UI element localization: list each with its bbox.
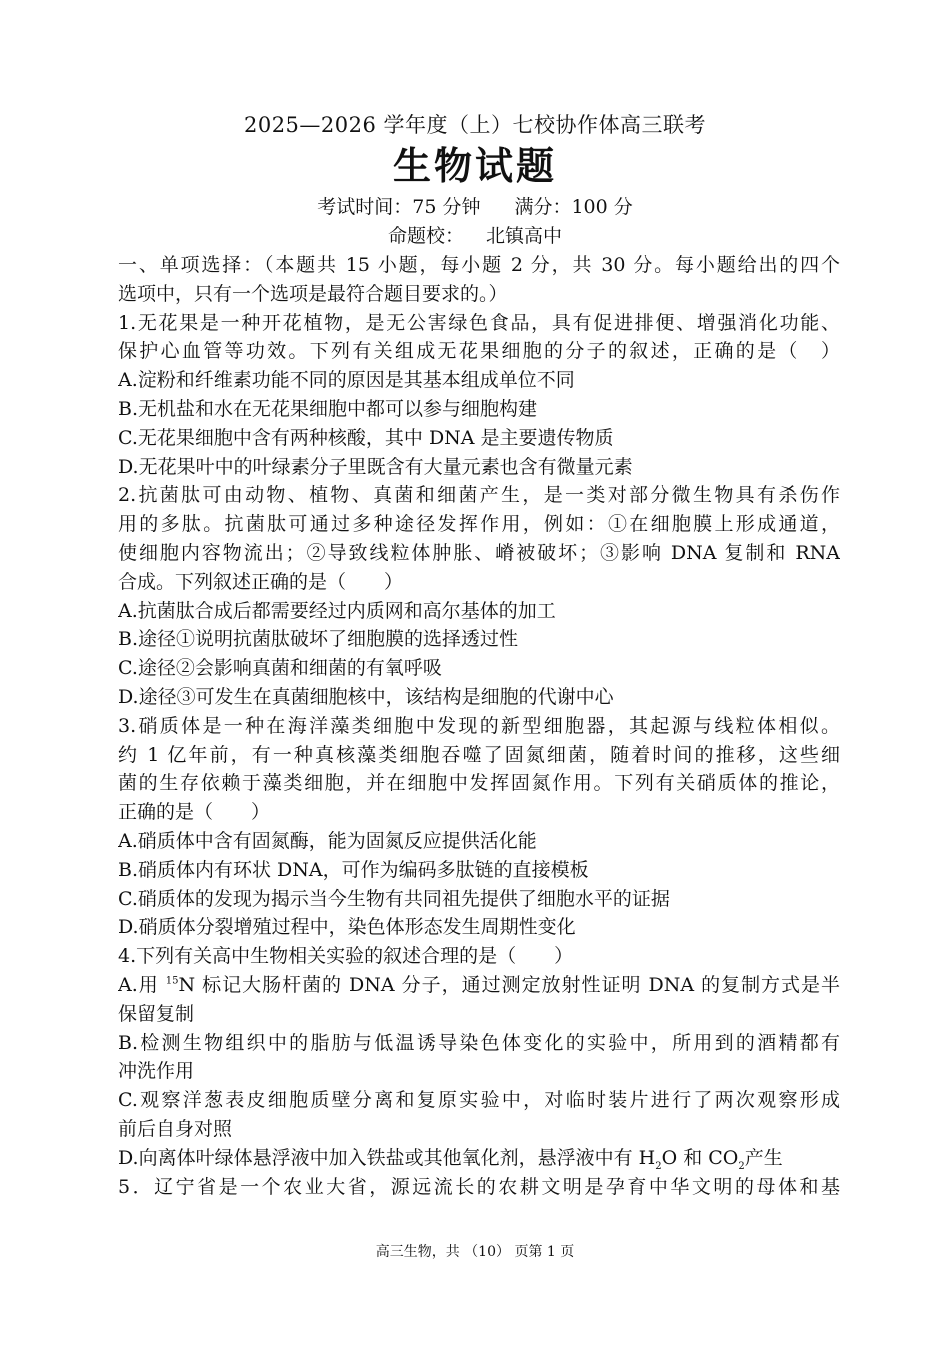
- question-2-option-d: D.途径③可发生在真菌细胞核中，该结构是细胞的代谢中心: [118, 685, 614, 708]
- question-5-stem: 5．辽宁省是一个农业大省，源远流长的农耕文明是孕育中华文明的母体和基: [118, 1175, 840, 1198]
- question-4-option-b-cont: 冲洗作用: [118, 1060, 195, 1083]
- question-4-option-d: D.向离体叶绿体悬浮液中加入铁盐或其他氧化剂，悬浮液中有 $H_2O$ 和 $CO_2$产生: [118, 1146, 783, 1172]
- school-label: 命题校：: [387, 225, 464, 247]
- question-1-option-c: C.无花果细胞中含有两种核酸，其中 DNA 是主要遗传物质: [118, 426, 614, 449]
- question-3-option-c: C.硝质体的发现为揭示当今生物有共同祖先提供了细胞水平的证据: [118, 887, 670, 910]
- question-4-option-c: C.观察洋葱表皮细胞质壁分离和复原实验中，对临时装片进行了两次观察形成: [118, 1089, 840, 1112]
- question-4-stem: 4.下列有关高中生物相关实验的叙述合理的是（ ）: [118, 945, 574, 968]
- question-3-stem-cont: 菌的生存依赖于藻类细胞，并在细胞中发挥固氮作用。下列有关硝质体的推论，: [118, 772, 840, 795]
- question-3-stem-cont: 约 1 亿年前，有一种真核藻类细胞吞噬了固氮细菌，随着时间的推移，这些细: [118, 743, 840, 766]
- question-2-option-c: C.途径②会影响真菌和细菌的有氧呼吸: [118, 657, 442, 680]
- setter-school: [0, 222, 950, 250]
- question-2-stem: 2.抗菌肽可由动物、植物、真菌和细菌产生，是一类对部分微生物具有杀伤作: [118, 484, 840, 507]
- question-3-option-d: D.硝质体分裂增殖过程中，染色体形态发生周期性变化: [118, 916, 576, 939]
- question-3-option-a: A.硝质体中含有固氮酶，能为固氮反应提供活化能: [118, 829, 537, 852]
- section-heading: 一、单项选择：（本题共 15 小题，每小题 2 分，共 30 分。每小题给出的四个: [118, 254, 840, 276]
- water-subscript: 2: [655, 1160, 662, 1172]
- question-3-option-b: B.硝质体内有环状 DNA，可作为编码多肽链的直接模板: [118, 858, 589, 881]
- question-2-stem-cont: 用的多肽。抗菌肽可通过多种途径发挥作用，例如：①在细胞膜上形成通道，: [118, 513, 840, 536]
- question-3-stem-cont: 正确的是（ ）: [118, 801, 271, 824]
- question-1-stem: 1.无花果是一种开花植物，是无公害绿色食品，具有促进排便、增强消化功能、: [118, 311, 840, 334]
- question-4-option-a: A.用 $^{15}$N 标记大肠杆菌的 DNA 分子，通过测定放射性证明 DNA 的复制方式是半: [118, 973, 840, 996]
- question-1-option-a: A.淀粉和纤维素功能不同的原因是其基本组成单位不同: [118, 369, 575, 392]
- exam-header: 2025—2026 学年度（上）七校协作体高三联考: [243, 113, 707, 137]
- exam-time: 考试时间：75 分钟: [317, 196, 481, 218]
- co2-subscript: 2: [738, 1160, 745, 1172]
- question-2-option-a: A.抗菌肽合成后都需要经过内质网和高尔基体的加工: [118, 599, 556, 622]
- question-2-stem-cont: 合成。下列叙述正确的是（ ）: [118, 570, 404, 593]
- page-title: 生物试题: [392, 143, 557, 188]
- question-3-stem: 3.硝质体是一种在海洋藻类细胞中发现的新型细胞器，其起源与线粒体相似。: [118, 714, 840, 737]
- isotope-superscript: 15: [165, 975, 179, 987]
- question-1-option-d: D.无花果叶中的叶绿素分子里既含有大量元素也含有微量元素: [118, 455, 633, 478]
- question-2-option-b: B.途径①说明抗菌肽破坏了细胞膜的选择透过性: [118, 628, 519, 651]
- question-4-option-a-cont: 保留复制: [118, 1002, 195, 1025]
- exam-meta: [0, 193, 950, 221]
- page-footer: 高三生物，共 （10） 页第 1 页: [375, 1244, 575, 1260]
- question-1-option-b: B.无机盐和水在无花果细胞中都可以参与细胞构建: [118, 397, 538, 420]
- question-4-option-b: B.检测生物组织中的脂肪与低温诱导染色体变化的实验中，所用到的酒精都有: [118, 1031, 840, 1054]
- school-name: 北镇高中: [486, 225, 563, 247]
- section-heading-cont: 选项中，只有一个选项是最符合题目要求的。）: [118, 282, 508, 305]
- question-1-stem-cont: 保护心血管等功效。下列有关组成无花果细胞的分子的叙述，正确的是（ ）: [118, 340, 840, 363]
- full-score: 满分：100 分: [514, 196, 633, 218]
- question-4-option-c-cont: 前后自身对照: [118, 1117, 233, 1140]
- question-body: [118, 251, 840, 1201]
- question-2-stem-cont: 使细胞内容物流出；②导致线粒体肿胀、嵴被破坏；③影响 DNA 复制和 RNA: [118, 541, 840, 564]
